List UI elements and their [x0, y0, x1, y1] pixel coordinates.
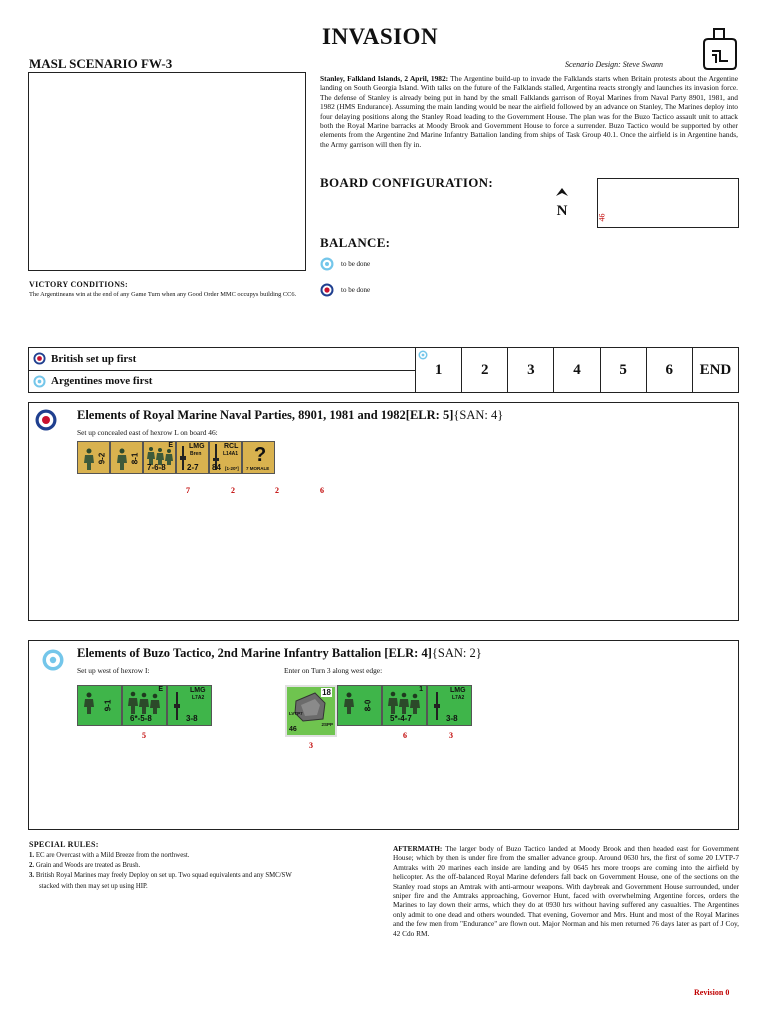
turn-cell-5: [601, 348, 647, 392]
count-concealment: 6: [320, 486, 324, 495]
rule-text: Grain and Woods are treated as Brush.: [35, 862, 141, 870]
special-rule: [29, 851, 379, 861]
counter-elite-mark: E: [158, 686, 163, 693]
counter-strength: 6*-5-8: [130, 714, 152, 723]
argentine-setup-a: Set up west of hexrow I:: [77, 666, 150, 675]
british-order-of-battle: [28, 402, 739, 621]
board-configuration-box: [597, 178, 739, 228]
counter-concealment: [242, 441, 275, 474]
soldier-figure-icon: [82, 692, 96, 714]
counter-vehicle-capacity: 2SPP: [321, 722, 333, 727]
turn-label: 4: [573, 361, 581, 378]
argentine-counter-row-a: [77, 685, 212, 726]
asl-logo-icon: [702, 25, 738, 71]
rule-text: British Royal Marines may freely Deploy on set up. Two squad equivalents and any SMC/SW: [35, 872, 292, 880]
count-leaders: 7: [186, 486, 190, 495]
counter-squad-7-6-8: [143, 441, 176, 474]
counter-weapon-sub: L14A1: [223, 451, 239, 457]
argentine-roundel-icon: [320, 257, 334, 271]
counter-weapon-sub: L7A2: [192, 695, 205, 701]
special-rules-list: [29, 851, 379, 892]
intro-body: The Argentine build-up to invade the Falklands starts when Britain protests about the Argentine landing on South Georgia Island. With talks on the future of the Falklands stalled, Argentina reacts strongly and launches its invasion force. The defense of Stanley is already being put in hand by the small Falklands garrison of Royal Marines from Naval Party 8901, 1981, and 1982 (HMS Endurance). Assuming the main landing would be near the airfield followed by an advance on Stanley, The Marines deploy into four delaying positions along the Stanley Road leading to the Government House. The plan was for the Buzo Tactico assault unit to attack both the Royal Marine barracks at Moody Brook and Government House to force a surrender. Buzo Tactico would be supported by other elements from the Argentine 2nd Marine Infantry Battalion landing from ships of Task Group 40.1. Once the airfield is in Argentine hands, the Army garrison will then fly in.: [320, 74, 738, 149]
rule-text: EC are Overcast with a Mild Breeze from the northwest.: [35, 852, 190, 859]
counter-rating: 9-2: [97, 452, 107, 465]
turn-label: 2: [480, 361, 489, 378]
count-argentine-squads-a: 5: [142, 731, 146, 740]
argentine-counter-row-b: [285, 685, 472, 737]
counter-lmg-l7a2: [427, 685, 472, 726]
special-rule: [29, 871, 379, 881]
squad-figures-icon: [387, 691, 421, 715]
counter-weapon-sub: Bren: [190, 451, 202, 457]
british-roundel-icon: [320, 283, 334, 297]
special-rule: [29, 861, 379, 871]
counter-range: [1-20*]: [225, 466, 239, 471]
north-arrow-icon: [555, 187, 569, 197]
aftermath-text: [393, 844, 739, 938]
counter-armor-top: 18: [322, 688, 331, 697]
argentine-order-of-battle: [28, 640, 739, 830]
map-image-placeholder: [28, 72, 306, 271]
british-counter-row: [77, 441, 275, 474]
turn-label: 1: [434, 361, 443, 378]
turn-marker-icon: [418, 350, 428, 360]
machine-gun-icon: [180, 446, 186, 470]
scenario-designer: Scenario Design: Steve Swann: [565, 60, 663, 69]
counter-rating: 9-1: [103, 699, 113, 712]
counter-elite-mark: E: [168, 442, 173, 449]
counter-rating: 8-1: [130, 452, 140, 465]
turn-label: 5: [619, 361, 627, 378]
british-san: {SAN: 4}: [453, 408, 504, 422]
turn-cell-end: [693, 348, 738, 392]
counter-lmg-bren: [176, 441, 209, 474]
counter-weapon-sub: L7A2: [452, 695, 465, 701]
british-oob-name: Elements of Royal Marine Naval Parties, 8901, 1981 and 1982: [77, 408, 406, 422]
counter-leader-8-0: [337, 685, 382, 726]
argentine-san: {SAN: 2}: [431, 646, 482, 660]
counter-lmg-l7a2: [167, 685, 212, 726]
counter-weapon-type: LMG: [450, 687, 466, 694]
count-argentine-squads-b: 6: [403, 731, 407, 740]
counter-class-mark: 1: [419, 686, 423, 693]
counter-weapon-type: RCL: [224, 443, 239, 450]
counter-leader-9-1: [77, 685, 122, 726]
turn-record-sides: [29, 348, 416, 392]
board-configuration-heading: BOARD CONFIGURATION:: [320, 175, 493, 190]
aftermath-lead: AFTERMATH:: [393, 844, 443, 853]
revision-label: Revision 0: [694, 988, 730, 997]
turn-cell-6: [647, 348, 693, 392]
turn-label: 3: [527, 361, 535, 378]
count-vehicles: 3: [309, 741, 313, 750]
turn-cell-2: [462, 348, 508, 392]
counter-morale: 7 MORALE: [246, 466, 270, 471]
north-compass: [551, 184, 573, 219]
machine-gun-icon: [174, 692, 180, 720]
count-squads: 2: [231, 486, 235, 495]
argentine-roundel-icon: [42, 649, 64, 671]
intro-lead: Stanley, Falkland Islands, 2 April, 1982:: [320, 74, 449, 83]
squad-figures-icon: [127, 691, 161, 715]
balance-heading: BALANCE:: [320, 235, 391, 250]
special-rules-heading: SPECIAL RULES:: [29, 840, 99, 849]
scenario-id: MASL SCENARIO FW-3: [29, 56, 173, 71]
count-lmg-rcl: 2: [275, 486, 279, 495]
soldier-figure-icon: [342, 692, 356, 714]
victory-conditions-heading: VICTORY CONDITIONS:: [29, 280, 128, 289]
counter-leader-8-1: [110, 441, 143, 474]
turn-cell-4: [554, 348, 600, 392]
turn-cell-3: [508, 348, 554, 392]
turn-label: END: [699, 361, 732, 378]
argentine-setup-b: Enter on Turn 3 along west edge:: [284, 666, 383, 675]
balance-argentine: [320, 257, 370, 271]
soldier-figure-icon: [115, 448, 129, 470]
counter-vehicle-lvtp7: [285, 685, 337, 737]
british-oob-title: [77, 408, 503, 423]
british-elr: [ELR: 5]: [405, 408, 454, 422]
counter-squad-5-4-7: [382, 685, 427, 726]
counter-firepower: 2-7: [187, 463, 199, 472]
counter-rcl-l14a1: [209, 441, 242, 474]
counter-movement: 46: [289, 726, 297, 733]
british-setup-text: Set up concealed east of hexrow L on board 46:: [77, 428, 218, 437]
balance-argentine-text: to be done: [341, 260, 371, 268]
victory-conditions-text: The Argentineans win at the end of any Game Turn when any Good Order MMC occupys building CC6.: [29, 291, 297, 298]
rule-number: 2.: [29, 862, 35, 870]
counter-weapon-type: LMG: [189, 443, 205, 450]
move-first-text: Argentines move first: [51, 375, 153, 388]
counter-rating: 8-0: [363, 699, 373, 712]
argentine-oob-name: Elements of Buzo Tactico, 2nd Marine Infantry Battalion: [77, 646, 382, 660]
balance-british-text: to be done: [341, 286, 371, 294]
compass-letter: N: [556, 203, 568, 219]
setup-first-text: British set up first: [51, 352, 137, 365]
argentine-elr: [ELR: 4]: [384, 646, 432, 660]
counter-strength: 5*-4-7: [390, 714, 412, 723]
counter-weapon-type: LMG: [190, 687, 206, 694]
counter-firepower: 3-8: [186, 714, 198, 723]
scenario-title: INVASION: [322, 24, 439, 49]
british-roundel-icon: [35, 409, 57, 431]
counter-strength: 7-6-8: [147, 463, 166, 472]
counter-concealment-mark: ?: [254, 444, 267, 466]
turn-record-track: [28, 347, 739, 393]
argentine-oob-title: [77, 646, 482, 661]
special-rule-continuation: stacked with then may set up using HIP.: [39, 882, 148, 890]
machine-gun-icon: [434, 692, 440, 720]
aftermath-body: The larger body of Buzo Tactico landed at Moody Brook and then headed east for Government House; which by then is under fire from the smaller advance group. Around 0630 hrs, the first of some 20 LVTP-7 Amtraks with 20 marines each inside are landing and by 0645 hrs more troops are coming into the airfield by helicopter. As the off-balanced Royal Marine defenders fall back on Government House, one of the sections on the Stanley road stops an Amtrak with anti-armour weapons. With daybreak and Government House surrounded, under sniper fire and the Amtraks approaching, Governor Hunt, faced with overwhelming Argentine forces, orders the Marines to lay down their arms, which they do at 0930 hrs without having suffered any casualties. The Argentines only admit to one dead and others wounded. That evening, Governor and Mrs. Hunt and most of the Royal Marines and the few men from "Endurance" are flown out. Major Norman and his men returned 76 days later as part of J Coy, 42 Cdo RM.: [393, 844, 739, 938]
rule-number: 1.: [29, 852, 35, 859]
rule-number: 3.: [29, 872, 35, 880]
intro-text: [320, 74, 738, 149]
soldier-figure-icon: [82, 448, 96, 470]
counter-squad-6-5-8: [122, 685, 167, 726]
setup-first-row: [29, 348, 415, 371]
counter-leader-9-2: [77, 441, 110, 474]
counter-firepower: 3-8: [446, 714, 458, 723]
count-argentine-lmg-b: 3: [449, 731, 453, 740]
turn-cell-1: [416, 348, 462, 392]
move-first-row: [29, 371, 415, 393]
counter-caliber: 84: [212, 463, 221, 472]
turn-label: 6: [665, 361, 674, 378]
british-roundel-icon: [33, 352, 46, 365]
board-number-label: 46: [597, 213, 607, 222]
balance-british: [320, 283, 370, 297]
argentine-roundel-icon: [33, 375, 46, 388]
counter-vehicle-sub: LVTP7: [289, 711, 303, 716]
